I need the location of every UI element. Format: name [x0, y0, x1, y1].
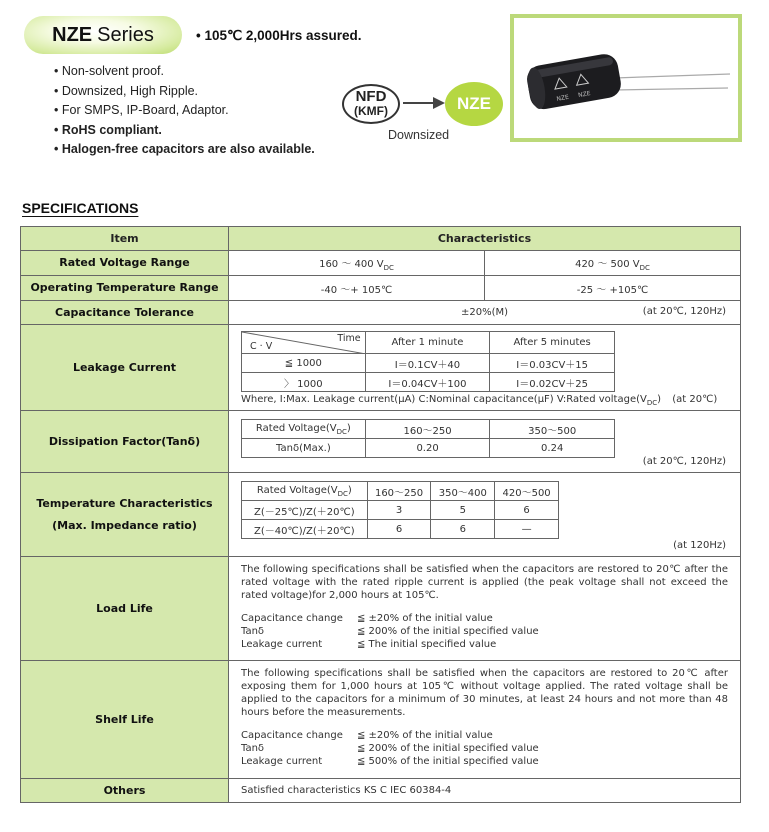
operating-temperature-label: Operating Temperature Range [21, 276, 229, 301]
load-life-criteria: Capacitance change ≦ ±20% of the initial value Tanδ ≦ 200% of the initial specified value Leakage current ≦ The initial specified value [241, 613, 539, 650]
dissipation-table: Rated $Voltage(V_{DC})$ 160～250 350～500 Tanδ(Max.) 0.20 0.24 [241, 419, 615, 458]
feature-item: • RoHS compliant. [54, 121, 315, 141]
kmf-label: (KMF) [354, 104, 388, 118]
table-row: Tanδ(Max.) 0.20 0.24 [242, 439, 615, 458]
temperature-table: Rated $Voltage(V_{DC})$ 160～250 350～400 420～500 Z(－25℃)/Z(＋20℃) 3 5 6 Z(－40℃)/Z(＋20℃) 6 6 — [241, 481, 559, 539]
table-row [21, 661, 741, 779]
feature-item: • Downsized, High Ripple. [54, 82, 315, 102]
table-row [21, 301, 741, 325]
table-row [21, 276, 741, 301]
others-value: Satisfied characteristics KS C IEC 60384-4 [229, 779, 741, 803]
table-row: 〉 1000 I＝0.04CV＋100 I＝0.02CV＋25 [242, 373, 615, 392]
rated-voltage-label: Rated Voltage Range [21, 251, 229, 276]
photo-mark-2: NZE [577, 90, 592, 100]
assured-text: • 105℃ 2,000Hrs assured. [196, 28, 362, 43]
leakage-table [241, 331, 615, 392]
load-life-label: Load Life [21, 557, 229, 661]
table-row [21, 557, 741, 661]
corner-time: Time [337, 333, 361, 344]
feature-item: • For SMPS, IP-Board, Adaptor. [54, 101, 315, 121]
feature-list [54, 62, 315, 160]
table-row: Z(－40℃)/Z(＋20℃) 6 6 — [242, 520, 559, 539]
nfd-kmf-circle [342, 84, 400, 124]
downsized-label: Downsized [388, 128, 450, 142]
leakage-note: Where, I:Max. Leakage current(μA) C:Nominal capacitance(μF) V:Rated $voltage(V_{DC})$ (at 20℃) [241, 394, 718, 407]
rated-voltage-range-1: 160 ～ 400 V [319, 258, 384, 270]
specifications-title: SPECIFICATIONS [22, 200, 139, 216]
operating-temp-range-2: -25 ～ +105℃ [576, 284, 649, 296]
table-row [21, 325, 741, 411]
leakage-header-1min: After 1 minute [365, 332, 490, 354]
dissipation-factor-label: Dissipation Factor(Tanδ) [21, 411, 229, 473]
rated-voltage-range-2: 420 ～ 500 V [575, 258, 640, 270]
specifications-table [20, 226, 741, 803]
header-item: Item [21, 227, 229, 251]
corner-cv: C · V [250, 341, 273, 352]
photo-mark-1: NZE [555, 93, 570, 103]
dissipation-condition: (at 20℃, 120Hz) [642, 456, 726, 467]
series-suffix: Series [97, 23, 154, 46]
feature-item: • Non-solvent proof. [54, 62, 315, 82]
leakage-condition: (at 20℃) [672, 394, 718, 405]
shelf-life-criteria: Capacitance change ≦ ±20% of the initial value Tanδ ≦ 200% of the initial specified value Leakage current ≦ 500% of the initial specified value [241, 730, 539, 767]
leakage-header-5min: After 5 minutes [490, 332, 615, 354]
arrow-right-icon [403, 96, 445, 110]
table-row: Rated Voltage Range 160 ～ 400 $V_{DC}$ 420 ～ 500 $V_{DC}$ [21, 251, 741, 276]
load-life-text: The following specifications shall be satisfied when the capacitors are restored to 20℃ after the rated voltage with the rated ripple current is applied (the peak voltage shall not exceed the rated voltage)for 2,000 hours at 105℃. [241, 564, 728, 601]
series-badge [24, 16, 182, 54]
table-row: Z(－25℃)/Z(＋20℃) 3 5 6 [242, 501, 559, 520]
nze-circle: NZE [445, 82, 503, 126]
table-row [21, 411, 741, 473]
capacitance-tolerance-label: Capacitance Tolerance [21, 301, 229, 325]
operating-temp-range-1: -40 ～+ 105℃ [229, 276, 485, 300]
shelf-life-text: The following specifications shall be satisfied when the capacitors are restored to 20℃ after exposing them for 1,000 hours at 105℃ without voltage applied. The rated voltage shall be applied to the capacitors for a minimum of 30 minutes, at least 24 hours and not more than 48 hours before the measurements. [241, 668, 728, 718]
capacitor-image [514, 18, 738, 138]
table-row [21, 779, 741, 803]
temperature-condition: (at 120Hz) [673, 540, 726, 551]
leakage-current-label: Leakage Current [21, 325, 229, 411]
table-row [21, 473, 741, 557]
capacitance-tolerance-value: ±20%(M) [460, 307, 509, 318]
others-label: Others [21, 779, 229, 803]
product-photo [510, 14, 742, 142]
series-name: NZE [52, 23, 93, 46]
feature-item: • Halogen-free capacitors are also available. [54, 140, 315, 160]
nfd-label: NFD [355, 88, 387, 105]
capacitance-tolerance-condition: (at 20℃, 120Hz) [642, 306, 726, 317]
temperature-characteristics-label: Temperature Characteristics (Max. Impedance ratio) [21, 473, 229, 557]
table-row: ≦ 1000 I＝0.1CV＋40 I＝0.03CV＋15 [242, 354, 615, 373]
header-characteristics: Characteristics [229, 227, 741, 251]
shelf-life-label: Shelf Life [21, 661, 229, 779]
